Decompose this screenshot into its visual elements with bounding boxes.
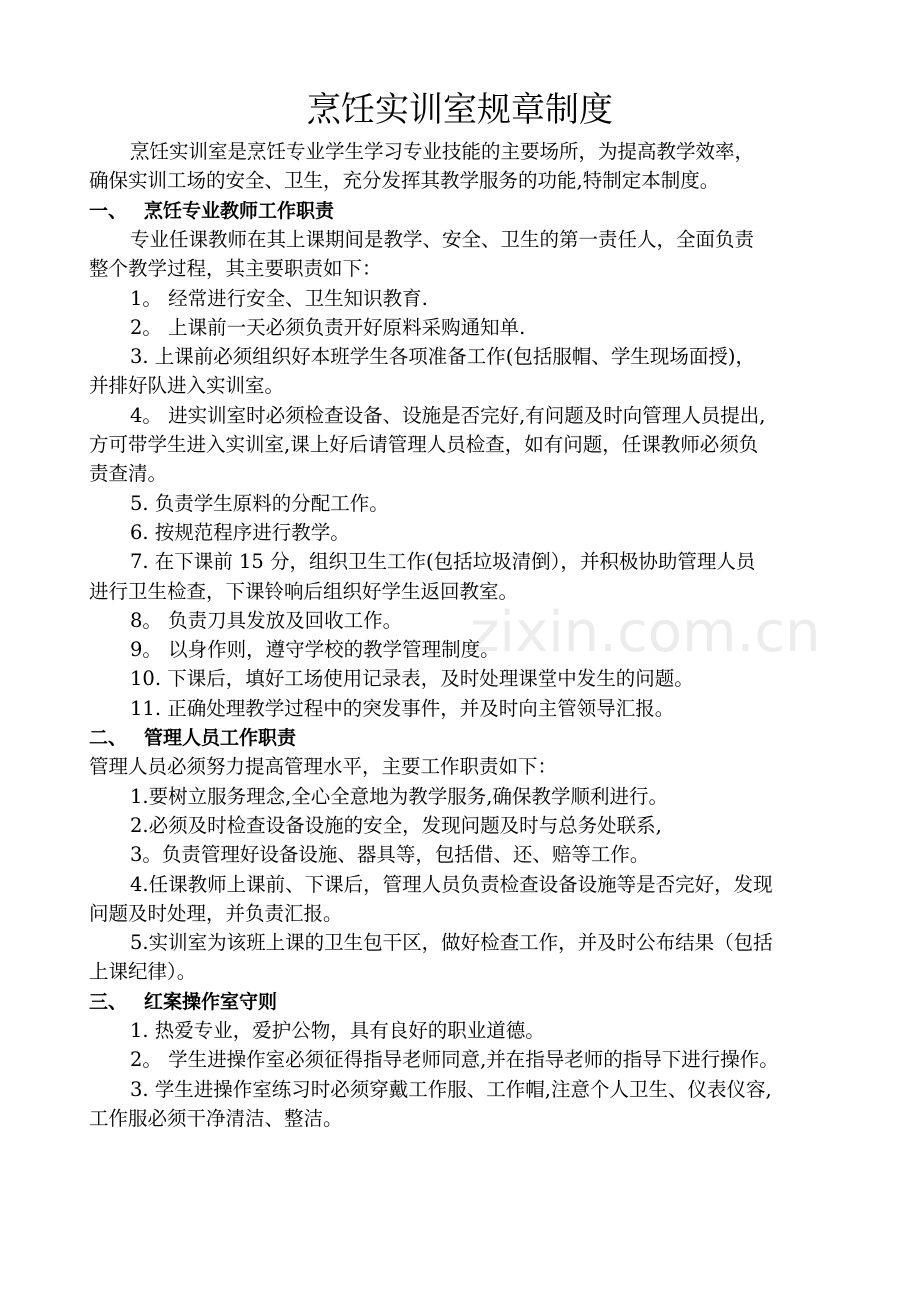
section-heading-text: 管理人员工作职责	[144, 727, 297, 749]
paragraph-line: 3. 学生进操作室练习时必须穿戴工作服、工作帽,注意个人卫生、仪表仪容,	[130, 1077, 772, 1101]
paragraph-line: 上课纪律）。	[89, 960, 197, 984]
section-heading	[89, 197, 334, 225]
paragraph-line: 5. 负责学生原料的分配工作。	[130, 491, 389, 515]
section-number: 一、	[89, 199, 128, 222]
paragraph-line: 3。负责管理好设备设施、器具等，包括借、还、赔等工作。	[130, 843, 650, 867]
paragraph-line: 1. 热爱专业，爱护公物，具有良好的职业道德。	[130, 1019, 545, 1042]
paragraph-line: 4.任课教师上课前、下课后，管理人员负责检查设备设施等是否完好，发现	[130, 872, 773, 896]
paragraph-line: 责查清。	[89, 462, 168, 486]
paragraph-line: 工作服必须干净清洁、整洁。	[89, 1106, 343, 1130]
paragraph-line: 7. 在下课前 15 分，组织卫生工作(包括垃圾清倒），并积极协助管理人员	[130, 550, 756, 574]
paragraph-line: 8。 负责刀具发放及回收工作。	[130, 608, 403, 632]
section-heading-text: 红案操作室守则	[144, 990, 278, 1013]
section-heading-text: 烹饪专业教师工作职责	[144, 199, 335, 222]
paragraph-line: 2。 上课前一天必须负责开好原料采购通知单.	[130, 315, 526, 339]
paragraph-line: 整个教学过程，其主要职责如下：	[89, 257, 382, 281]
paragraph-line: 11. 正确处理教学过程中的突发事件，并及时向主管领导汇报。	[130, 696, 675, 720]
paragraph-line: 2。 学生进操作室必须征得指导老师同意,并在指导老师的指导下进行操作。	[130, 1048, 779, 1072]
watermark: zixin.com.cn	[470, 600, 821, 665]
paragraph-line: 1.要树立服务理念,全心全意地为教学服务,确保教学顺利进行。	[130, 784, 669, 808]
paragraph-line: 10. 下课后，填好工场使用记录表，及时处理课堂中发生的问题。	[130, 667, 694, 691]
paragraph-line: 4。 进实训室时必须检查设备、设施是否完好,有问题及时向管理人员提出,	[130, 403, 766, 427]
paragraph-line: 确保实训工场的安全、卫生，充分发挥其教学服务的功能,特制定本制度。	[89, 169, 720, 193]
paragraph-line: 方可带学生进入实训室,课上好后请管理人员检查，如有问题，任课教师必须负	[89, 433, 759, 456]
paragraph-line: 进行卫生检查，下课铃响后组织好学生返回教室。	[89, 579, 519, 603]
section-number: 三、	[89, 990, 128, 1013]
paragraph-line: 1。 经常进行安全、卫生知识教育.	[130, 286, 428, 310]
paragraph-line: 管理人员必须努力提高管理水平，主要工作职责如下：	[89, 755, 558, 779]
paragraph-line: 问题及时处理，并负责汇报。	[89, 901, 343, 925]
section-number: 二、	[89, 727, 128, 749]
document-title: 烹饪实训室规章制度	[307, 90, 613, 130]
paragraph-line: 专业任课教师在其上课期间是教学、安全、卫生的第一责任人，全面负责	[130, 227, 755, 251]
paragraph-line: 3. 上课前必须组织好本班学生各项准备工作(包括服帽、学生现场面授)，	[130, 345, 756, 369]
paragraph-line: 2.必须及时检查设备设施的安全，发现问题及时与总务处联系,	[130, 813, 662, 837]
paragraph-line: 5.实训室为该班上课的卫生包干区，做好检查工作，并及时公布结果（包括	[130, 931, 773, 955]
paragraph-line: 9。 以身作则，遵守学校的教学管理制度。	[130, 638, 500, 662]
section-heading	[89, 724, 296, 752]
paragraph-line: 烹饪实训室是烹饪专业学生学习专业技能的主要场所，为提高教学效率，	[130, 140, 755, 163]
section-heading	[89, 988, 277, 1016]
paragraph-line: 并排好队进入实训室。	[89, 374, 285, 398]
paragraph-line: 6. 按规范程序进行教学。	[130, 520, 350, 544]
